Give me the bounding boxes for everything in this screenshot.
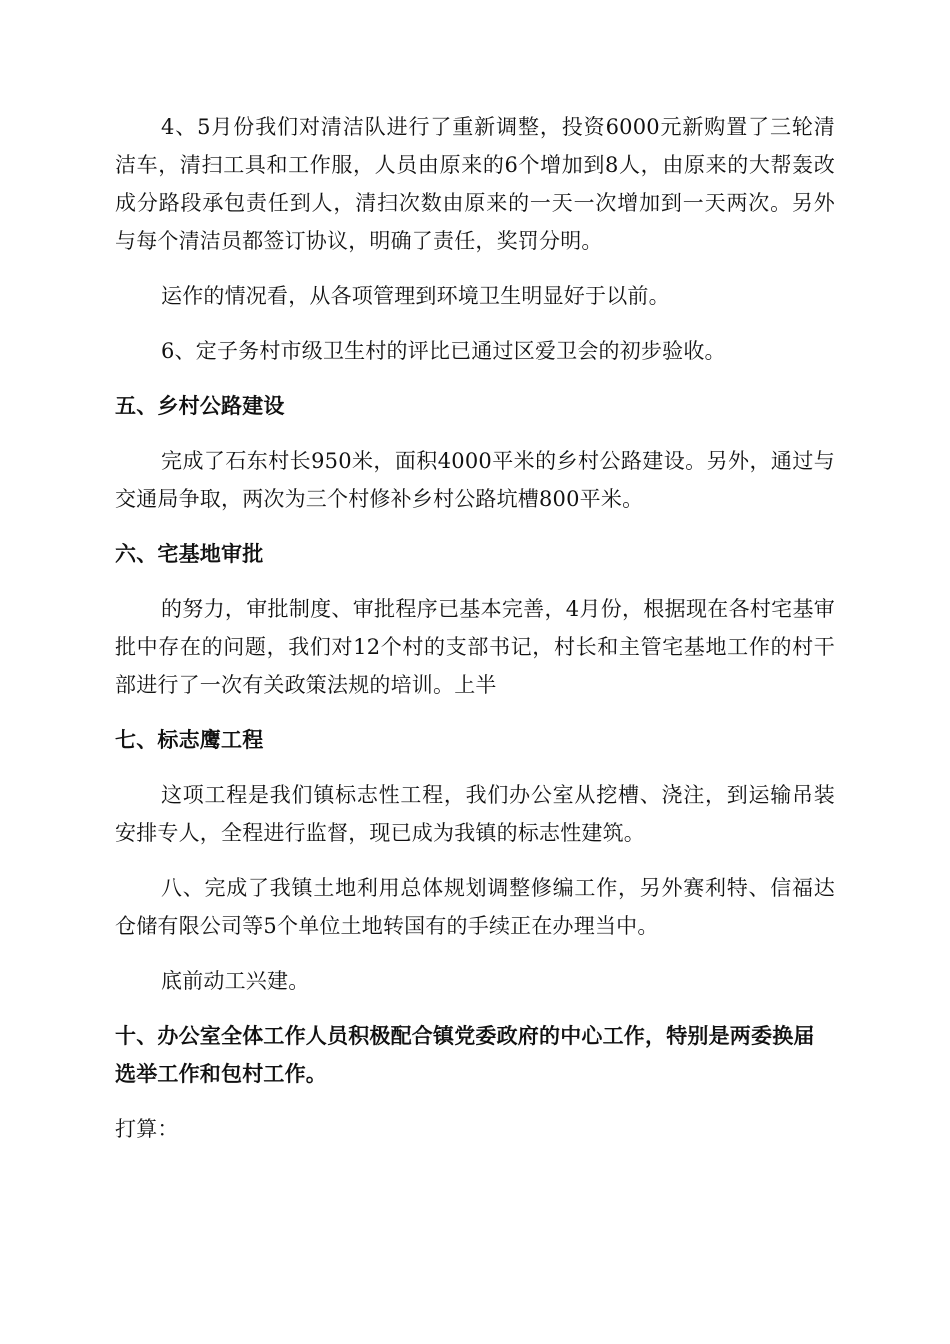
paragraph-rural-roads: 完成了石东村长950米，面积4000平米的乡村公路建设。另外，通过与交通局争取，两次为三个村修补乡村公路坑槽800平米。: [115, 449, 835, 511]
paragraph-landmark-project: 这项工程是我们镇标志性工程，我们办公室从挖槽、浇注，到运输吊装安排专人，全程进行监督，现已成为我镇的标志性建筑。: [115, 783, 835, 845]
section-heading-homestead-approval: 六、宅基地审批: [115, 542, 264, 566]
paragraph-cleaning-team: 4、5月份我们对清洁队进行了重新调整，投资6000元新购置了三轮清洁车，清扫工具和工作服，人员由原来的6个增加到8人，由原来的大帮轰改成分路段承包责任到人，清扫次数由原来的一天一次增加到一天两次。另外与每个清洁员都签订协议，明确了责任，奖罚分明。: [115, 115, 835, 253]
plan-label: 打算：: [115, 1117, 179, 1141]
paragraph-land-planning: 八、完成了我镇土地利用总体规划调整修编工作，另外赛利特、信福达仓储有限公司等5个单位土地转国有的手续正在办理当中。: [115, 876, 835, 938]
paragraph-health-village: 6、定子务村市级卫生村的评比已通过区爱卫会的初步验收。: [161, 339, 726, 363]
section-heading-rural-roads: 五、乡村公路建设: [115, 394, 285, 418]
paragraph-homestead-approval: 的努力，审批制度、审批程序已基本完善，4月份，根据现在各村宅基审批中存在的问题，我们对12个村的支部书记，村长和主管宅基地工作的村干部进行了一次有关政策法规的培训。上半: [115, 597, 835, 697]
paragraph-operation-status: 运作的情况看，从各项管理到环境卫生明显好于以前。: [161, 284, 670, 308]
section-heading-office-staff: 十、办公室全体工作人员积极配合镇党委政府的中心工作，特别是两委换届选举工作和包村工作。: [115, 1024, 815, 1086]
section-heading-landmark-project: 七、标志鹰工程: [115, 728, 264, 752]
paragraph-construction-start: 底前动工兴建。: [161, 969, 310, 993]
document-page: [115, 108, 835, 1165]
